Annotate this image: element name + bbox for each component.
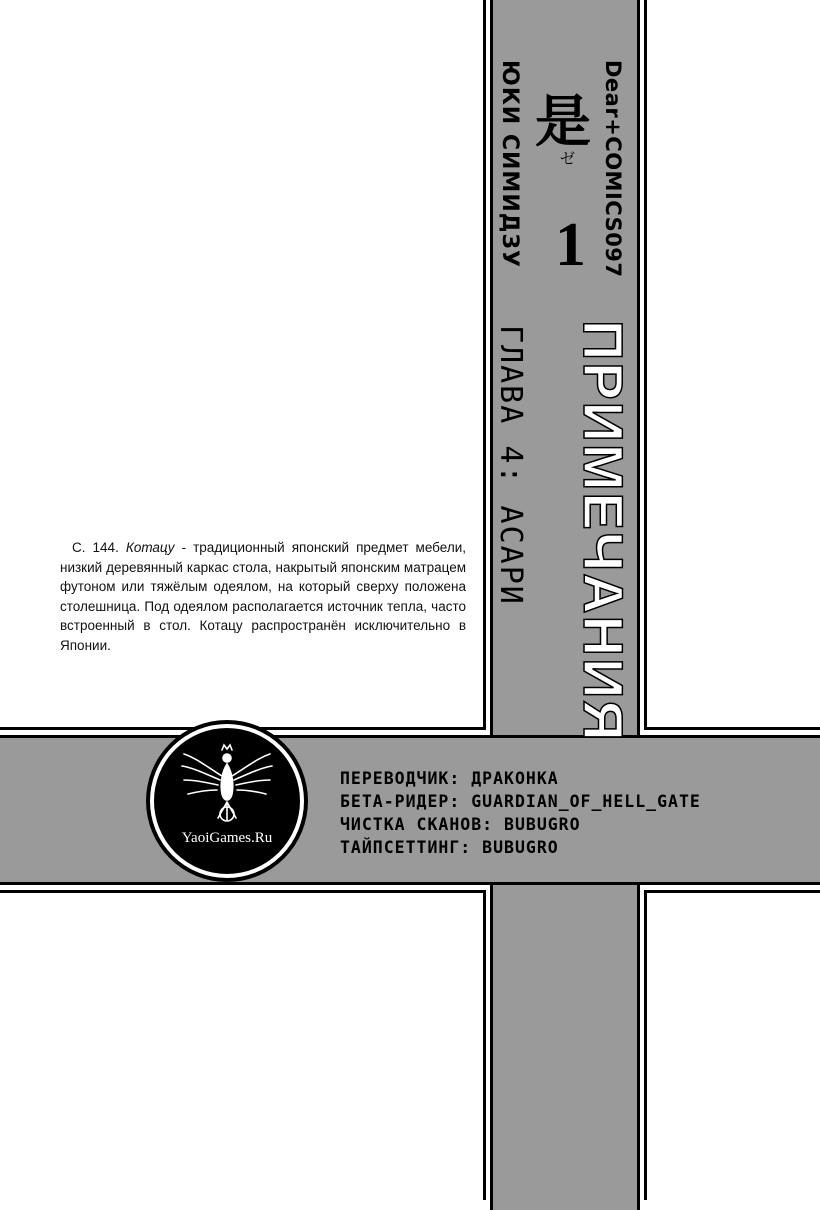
kanji-title: 是 <box>535 89 591 155</box>
panel-frame-line <box>483 890 486 1200</box>
credit-cleaner <box>340 813 800 836</box>
credit-translator <box>340 767 800 790</box>
credit-beta-reader <box>340 790 800 813</box>
translator-note <box>60 538 466 655</box>
credit-role: ПЕРЕВОДЧИК: <box>340 769 461 788</box>
panel-frame-line <box>483 0 486 730</box>
note-term: Котацу <box>125 540 175 555</box>
credit-name: GUARDIAN_OF_HELL_GATE <box>471 792 701 811</box>
volume-number: 1 <box>555 211 586 279</box>
panel-frame-line <box>644 890 647 1200</box>
phoenix-emblem-icon <box>154 728 300 874</box>
credit-name: ДРАКОНКА <box>471 769 559 788</box>
credit-role: ТАЙПСЕТТИНГ: <box>340 838 472 857</box>
panel-frame-line <box>644 727 820 730</box>
panel-frame-line <box>644 890 820 893</box>
author-name: ЮКИ СИМИДЗУ <box>497 60 522 268</box>
kanji-reading: ゼ <box>557 150 576 168</box>
credit-typesetter <box>340 836 800 859</box>
credits-block <box>340 767 800 859</box>
note-prefix: С. 144. <box>72 540 126 555</box>
panel-frame-line <box>0 890 486 893</box>
logo-text: YaoiGames.Ru <box>181 830 273 846</box>
credit-name: BUBUGRO <box>482 838 559 857</box>
chapter-title: ГЛАВА 4: АСАРИ <box>493 325 528 606</box>
scanlation-logo <box>150 724 304 878</box>
panel-frame-line <box>644 0 647 730</box>
note-body: - традиционный японский предмет мебели, низкий деревянный каркас стола, накрытый японским матрацем футоном или тяжёлым одеялом, на который сверху положена столешница. Под одеялом располагается источник тепла, часто встроенный в стол. Котацу распространён исключительно в Японии. <box>60 540 466 653</box>
credit-role: БЕТА-РИДЕР: <box>340 792 461 811</box>
credit-role: ЧИСТКА СКАНОВ: <box>340 815 494 834</box>
credit-name: BUBUGRO <box>504 815 581 834</box>
page-heading: ПРИМЕЧАНИЯ <box>572 320 635 743</box>
series-label: Dear+COMICS097 <box>601 60 625 278</box>
